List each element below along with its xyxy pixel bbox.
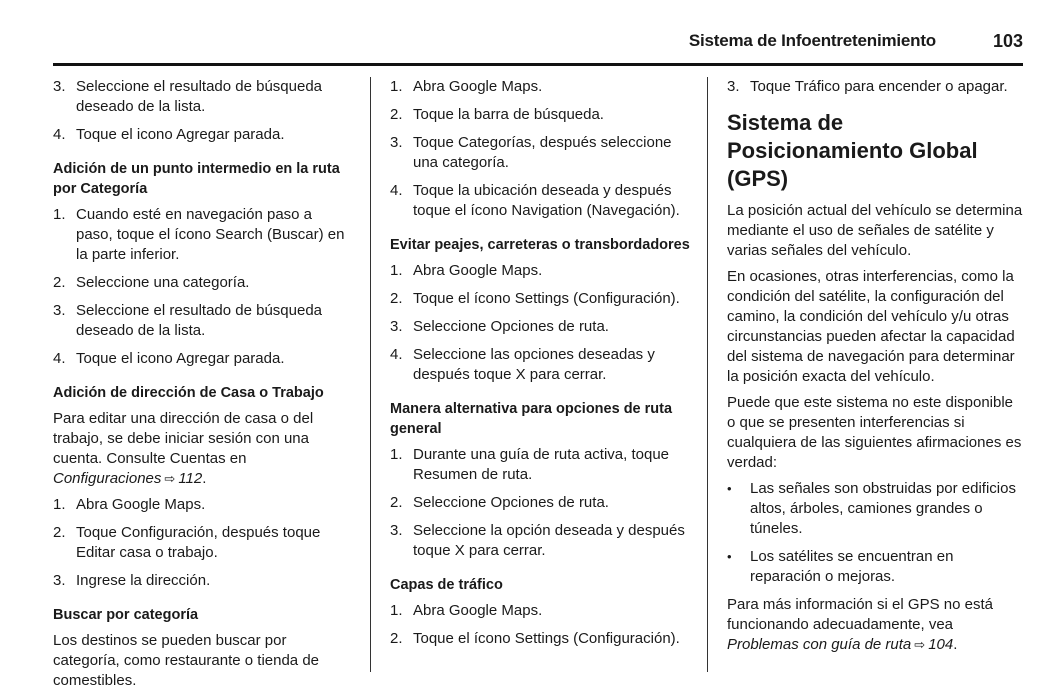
step-text: Abra Google Maps.: [413, 602, 543, 619]
subheading: Manera alternativa para opciones de ruta general: [390, 401, 673, 437]
list-item: [390, 521, 692, 561]
step-number: 2.: [390, 494, 403, 511]
column-1: [53, 77, 349, 697]
step-text: Abra Google Maps.: [76, 496, 206, 513]
list-item: [390, 261, 692, 281]
step-number: 3.: [390, 134, 403, 151]
column-3: [727, 77, 1025, 661]
list-item: [53, 349, 349, 369]
arrow-right-icon: ⇨: [914, 637, 926, 652]
paragraph: La posición actual del vehículo se determina mediante el uso de señales de satélite y varias señales del vehículo.: [727, 202, 1023, 259]
cross-reference-link[interactable]: Configuraciones: [53, 470, 162, 487]
bullet-text: Las señales son obstruidas por edificios altos, árboles, camiones grandes o túneles.: [750, 480, 1016, 537]
list-item: [390, 181, 692, 221]
cross-reference-link[interactable]: Problemas con guía de ruta: [727, 636, 912, 653]
step-text: Toque Tráfico para encender o apagar.: [750, 78, 1008, 95]
steps-list: [53, 205, 349, 369]
bullet-icon: •: [727, 481, 732, 496]
arrow-right-icon: ⇨: [164, 471, 176, 486]
list-item: [53, 495, 349, 515]
bullet-text: Los satélites se encuentran en reparación o mejoras.: [750, 548, 954, 585]
step-text: Seleccione las opciones deseadas y después toque X para cerrar.: [413, 346, 655, 383]
list-item: [390, 317, 692, 337]
column-divider: [707, 77, 708, 672]
step-number: 1.: [390, 262, 403, 279]
step-number: 1.: [53, 206, 66, 223]
paragraph: [727, 595, 1025, 655]
step-number: 3.: [53, 302, 66, 319]
step-text: Seleccione Opciones de ruta.: [413, 494, 609, 511]
step-text: Abra Google Maps.: [413, 262, 543, 279]
step-text: Toque Categorías, después seleccione una categoría.: [413, 134, 672, 171]
step-text: Toque el icono Agregar parada.: [76, 126, 285, 143]
list-item: [390, 289, 692, 309]
step-number: 4.: [390, 182, 403, 199]
subheading: Adición de dirección de Casa o Trabajo: [53, 385, 324, 401]
paragraph-end: .: [202, 470, 207, 487]
list-item: [390, 345, 692, 385]
paragraph-end: .: [953, 636, 958, 653]
list-item: [53, 571, 349, 591]
list-item: [53, 205, 349, 265]
step-text: Durante una guía de ruta activa, toque Resumen de ruta.: [413, 446, 670, 483]
bullet-icon: •: [727, 549, 732, 564]
list-item: [390, 133, 692, 173]
step-number: 4.: [390, 346, 403, 363]
step-number: 2.: [53, 524, 66, 541]
step-text: Toque la ubicación deseada y después toque el ícono Navigation (Navegación).: [413, 182, 680, 219]
step-text: Toque el icono Agregar parada.: [76, 350, 285, 367]
bullet-list: [727, 479, 1025, 587]
step-number: 1.: [390, 602, 403, 619]
paragraph: En ocasiones, otras interferencias, como la condición del satélite, la configuración del camino, la condición del vehículo y/u otras circunstancias pueden afectar la capacidad del sistema de navegación para determinar la posición exacta del vehículo.: [727, 268, 1015, 385]
cross-reference-page: 104: [928, 636, 954, 653]
step-text: Seleccione el resultado de búsqueda deseado de la lista.: [76, 78, 323, 115]
steps-list: [390, 445, 692, 561]
step-number: 1.: [390, 446, 403, 463]
step-text: Ingrese la dirección.: [76, 572, 211, 589]
list-item: [53, 301, 349, 341]
steps-list: [727, 77, 1025, 97]
cross-reference-page: 112: [178, 470, 203, 487]
step-text: Seleccione la opción deseada y después toque X para cerrar.: [413, 522, 685, 559]
list-item: [727, 547, 1025, 587]
step-text: Seleccione el resultado de búsqueda deseado de la lista.: [76, 302, 323, 339]
steps-list: [390, 77, 692, 221]
step-text: Abra Google Maps.: [413, 78, 543, 95]
steps-list: [390, 261, 692, 385]
list-item: [53, 77, 349, 117]
list-item: [390, 601, 692, 621]
steps-list: [390, 601, 692, 649]
step-number: 3.: [53, 78, 66, 95]
step-text: Seleccione una categoría.: [76, 274, 250, 291]
step-number: 3.: [53, 572, 66, 589]
step-text: Toque la barra de búsqueda.: [413, 106, 604, 123]
step-text: Toque el ícono Settings (Configuración).: [413, 630, 680, 647]
list-item: [727, 479, 1025, 539]
page-number: 103: [992, 31, 1023, 51]
page-header: [53, 0, 1023, 66]
step-text: Toque Configuración, después toque Editar casa o trabajo.: [76, 524, 321, 561]
list-item: [727, 77, 1025, 97]
paragraph: Los destinos se pueden buscar por categoría, como restaurante o tienda de comestibles.: [53, 632, 320, 689]
steps-list: [53, 495, 349, 591]
step-number: 1.: [53, 496, 66, 513]
list-item: [390, 105, 692, 125]
paragraph-text: Para editar una dirección de casa o del trabajo, se debe iniciar sesión con una cuenta. Consulte Cuentas en: [53, 410, 314, 467]
list-item: [53, 125, 349, 145]
subheading: Adición de un punto intermedio en la ruta por Categoría: [53, 161, 340, 197]
list-item: [390, 445, 692, 485]
step-number: 2.: [390, 290, 403, 307]
paragraph: [53, 409, 349, 489]
column-2: [390, 77, 692, 657]
step-number: 3.: [390, 522, 403, 539]
steps-list: [53, 77, 349, 145]
section-title: Sistema de Posicionamiento Global (GPS): [727, 110, 978, 191]
subheading: Buscar por categoría: [53, 607, 199, 623]
list-item: [390, 77, 692, 97]
step-number: 2.: [390, 630, 403, 647]
step-number: 1.: [390, 78, 403, 95]
step-text: Cuando esté en navegación paso a paso, toque el ícono Search (Buscar) en la parte inferior.: [76, 206, 345, 263]
paragraph-text: Para más información si el GPS no está funcionando adecuadamente, vea: [727, 596, 993, 633]
subheading: Capas de tráfico: [390, 577, 503, 593]
step-text: Toque el ícono Settings (Configuración).: [413, 290, 680, 307]
step-number: 4.: [53, 350, 66, 367]
list-item: [53, 523, 349, 563]
list-item: [390, 493, 692, 513]
subheading: Evitar peajes, carreteras o transbordadores: [390, 237, 690, 253]
step-text: Seleccione Opciones de ruta.: [413, 318, 609, 335]
list-item: [390, 629, 692, 649]
running-title: Sistema de Infoentretenimiento: [688, 31, 936, 50]
step-number: 2.: [53, 274, 66, 291]
step-number: 3.: [727, 78, 740, 95]
column-divider: [370, 77, 371, 672]
step-number: 4.: [53, 126, 66, 143]
step-number: 3.: [390, 318, 403, 335]
step-number: 2.: [390, 106, 403, 123]
paragraph: Puede que este sistema no este disponible o que se presenten interferencias si cualquiera de las siguientes afirmaciones es verdad:: [727, 394, 1022, 471]
list-item: [53, 273, 349, 293]
